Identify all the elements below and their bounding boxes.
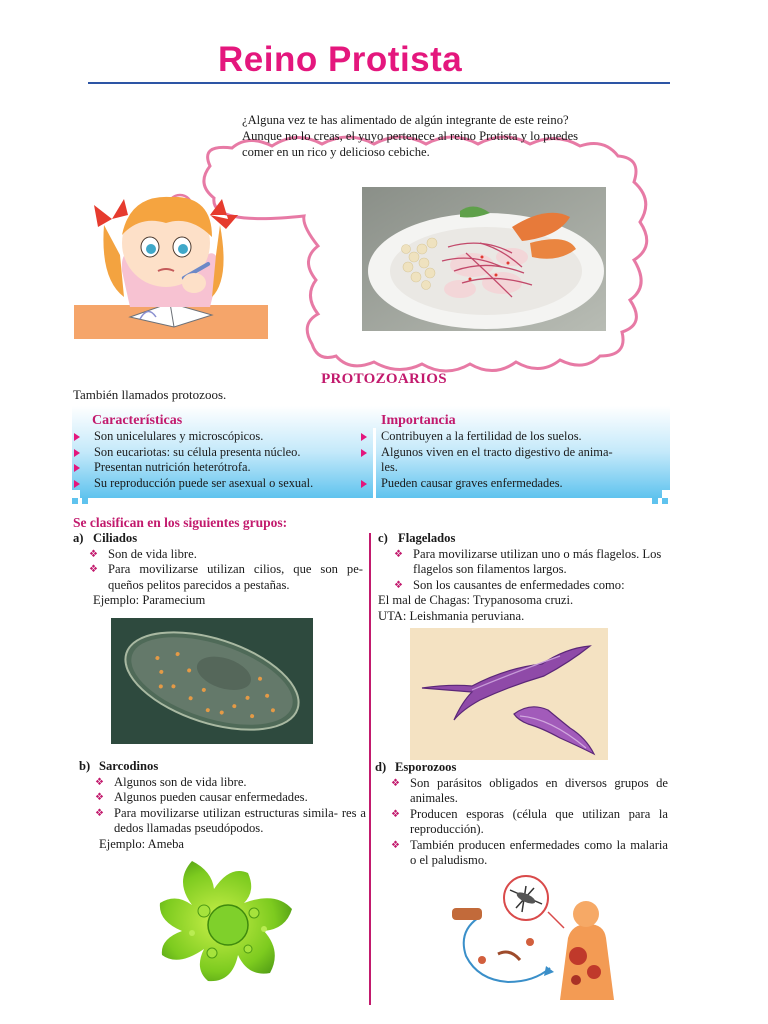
list-item: Pueden causar graves enfermedades.	[358, 476, 613, 492]
example-text: Ejemplo: Ameba	[99, 836, 184, 851]
section-heading: Flagelados	[398, 531, 456, 545]
list-item: ❖ Para movilizarse utilizan uno o más flagelos. Los flagelos son filamentos largos.	[378, 547, 668, 578]
list-item: ❖ Algunos son de vida libre.	[79, 775, 366, 791]
section-letter: b)	[79, 759, 91, 773]
intro-line: ¿Alguna vez te has alimentado de algún integrante de este reino?	[242, 113, 569, 127]
ameba-image	[152, 851, 302, 991]
intro-line: Aunque no lo creas, el yuyo pertenece al reino Protista y lo puedes	[242, 129, 579, 143]
list-item: Su reproducción puede ser asexual o sexual.	[71, 476, 313, 492]
example-text: Ejemplo: Paramecium	[93, 593, 206, 607]
disease-text: UTA: Leishmania peruviana.	[378, 608, 525, 623]
list-item: Son eucariotas: su célula presenta núcleo.	[71, 445, 313, 461]
list-item: ❖ Para movilizarse utilizan estructuras simila- res a dedos llamadas pseudópodos.	[79, 806, 366, 837]
importancia-block	[381, 413, 613, 491]
girl-reading-illustration	[70, 185, 270, 345]
section-sarcodinos	[79, 759, 366, 852]
section-letter: d)	[375, 760, 387, 774]
page-title: Reino Protista	[218, 40, 463, 79]
malaria-cycle-image	[438, 872, 622, 1002]
protozoarios-subtitle: También llamados protozoos.	[73, 387, 227, 402]
section-flagelados	[378, 531, 668, 624]
section-esporozoos	[375, 760, 668, 869]
section-heading: Esporozoos	[395, 760, 457, 774]
trypanosoma-image	[410, 628, 608, 760]
importancia-title: Importancia	[381, 413, 456, 428]
list-item: ❖ Producen esporas (célula que utilizan para la reproducción).	[375, 807, 668, 838]
list-item: ❖ Son de vida libre.	[73, 547, 363, 563]
intro-text	[242, 112, 617, 160]
list-item: Presentan nutrición heterótrofa.	[71, 460, 313, 476]
list-item: ❖ También producen enfermedades como la malaria o el paludismo.	[375, 838, 668, 869]
list-item: Algunos viven en el tracto digestivo de anima-	[358, 445, 613, 461]
cebiche-photo	[362, 187, 606, 331]
paramecium-image	[111, 618, 313, 744]
list-item-continuation: les.	[381, 460, 398, 474]
list-item: Contribuyen a la fertilidad de los suelos.	[358, 429, 613, 445]
section-heading: Ciliados	[93, 531, 138, 545]
column-divider	[369, 533, 371, 1005]
section-title-protozoarios: PROTOZOARIOS	[321, 371, 447, 387]
groups-title: Se clasifican en los siguientes grupos:	[73, 515, 288, 530]
list-item: ❖ Algunos pueden causar enfermedades.	[79, 790, 366, 806]
caracteristicas-block	[92, 413, 313, 491]
section-letter: c)	[378, 531, 388, 545]
caracteristicas-title: Características	[92, 413, 183, 428]
section-heading: Sarcodinos	[99, 759, 159, 773]
intro-line: comer en un rico y delicioso cebiche.	[242, 145, 430, 159]
list-item: ❖ Para movilizarse utilizan cilios, que son pe- queños pelitos parecidos a pestañas.	[73, 562, 363, 593]
section-ciliados	[73, 531, 363, 609]
disease-text: El mal de Chagas: Trypanosoma cruzi.	[378, 593, 574, 607]
list-item: Son unicelulares y microscópicos.	[71, 429, 313, 445]
list-item: ❖ Son los causantes de enfermedades como:	[378, 578, 668, 594]
list-item: ❖ Son parásitos obligados en diversos grupos de animales.	[375, 776, 668, 807]
section-letter: a)	[73, 531, 84, 545]
